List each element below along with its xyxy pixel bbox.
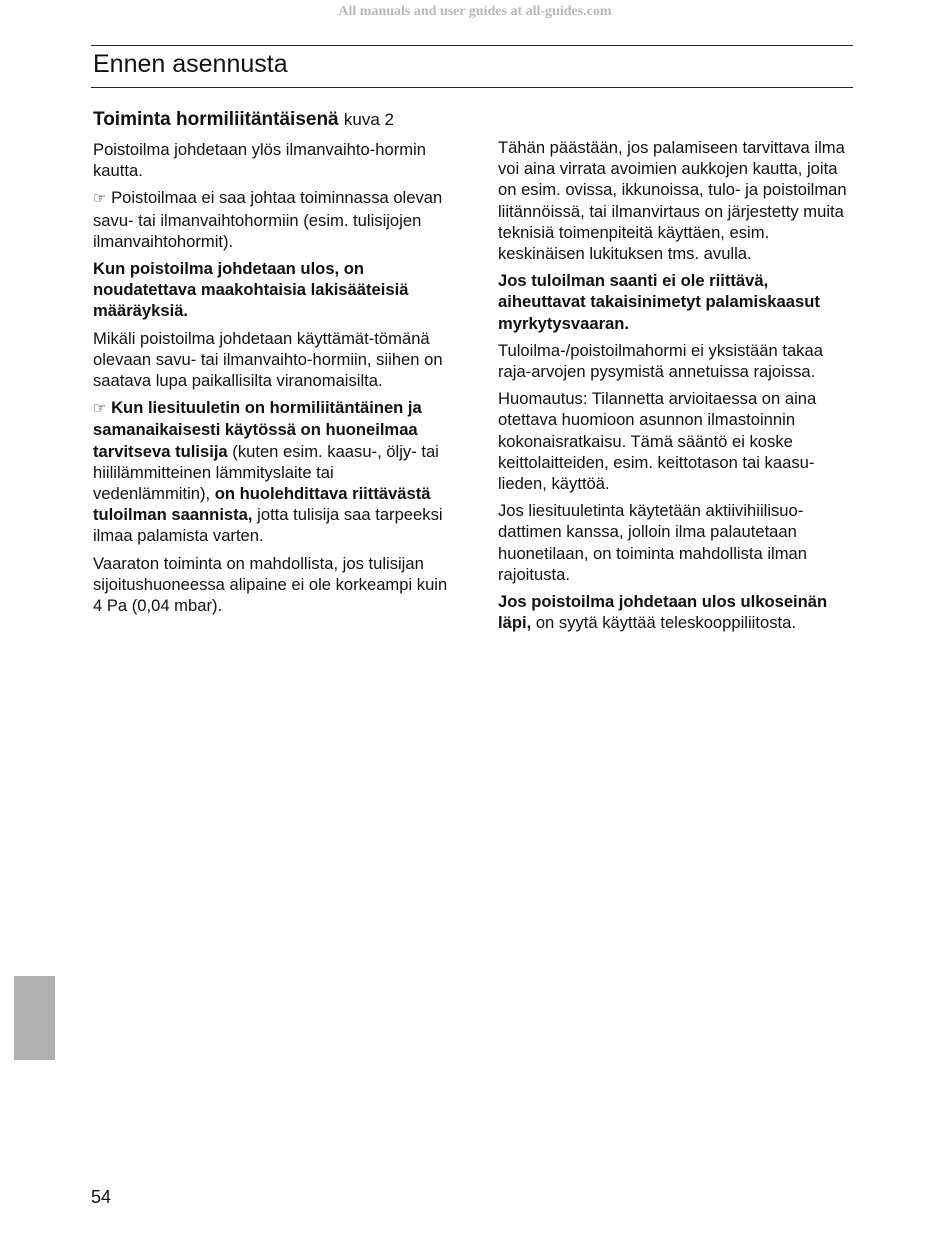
paragraph: Tuloilma-/poistoilmahormi ei yksistään takaa raja-arvojen pysymistä annetuissa rajoissa. — [498, 340, 823, 382]
note-paragraph — [93, 397, 453, 546]
pointing-hand-icon: ☞ — [93, 190, 107, 208]
note-text: (kuten esim. kaasu-, öljy- tai hiililämmitteinen lämmityslaite tai vedenlämmitin), — [93, 441, 439, 504]
note-text: jotta tulisija saa tarpeeksi ilmaa palamista varten. — [93, 505, 443, 546]
paragraph: Tähän päästään, jos palamiseen tarvittava ilma voi aina virrata avoimien aukkojen kautta, joita on esim. ovissa, ikkunoissa, tulo- ja poistoilman liitännöissä, tai ilmanvirtaus on järjestetty muita teknisiä toimenpiteitä käyttäen, esim. keskinäisen lukituksen tms. avulla. — [498, 138, 847, 264]
paragraph: Mikäli poistoilma johdetaan käyttämät-tömänä olevaan savu- tai ilmanvaihto-hormiin, siihen on saatava lupa paikallisilta viranomaisilta. — [93, 328, 443, 391]
bold-text: Jos poistoilma johdetaan ulos ulkoseinän läpi, — [498, 592, 828, 633]
header-rule-bottom — [91, 87, 853, 88]
warning-paragraph: Kun poistoilma johdetaan ulos, on noudatettava maakohtaisia lakisääteisiä määräyksiä. — [93, 259, 409, 321]
page-number: 54 — [91, 1187, 112, 1207]
note-text: Poistoilmaa ei saa johtaa toiminnassa olevan savu- tai ilmanvaihtohormiin (esim. tulisijojen ilmanvaihtohormit). — [93, 188, 443, 251]
text: on syytä käyttää teleskooppiliitosta. — [535, 613, 796, 633]
warning-paragraph: Jos tuloilman saanti ei ole riittävä, aiheuttavat takaisinimetyt palamiskaasut myrkytysvaaran. — [498, 271, 820, 333]
watermark: All manuals and user guides at all-guides.com — [338, 4, 612, 19]
figure-reference: kuva 2 — [343, 110, 395, 129]
note-bold-text: on huolehdittava riittävästä tuloilman saannista, — [93, 484, 431, 525]
section-title: Ennen asennusta — [93, 50, 288, 78]
subsection-heading-text: Toiminta hormiliitäntäisenä — [93, 109, 339, 130]
right-column — [498, 137, 858, 639]
paragraph: Jos liesituuletinta käytetään aktiivihiilisuo-dattimen kanssa, jolloin ilma palautetaan huonetilaan, on toiminta mahdollista ilman rajoitusta. — [498, 501, 808, 584]
subsection-heading — [93, 108, 453, 131]
paragraph — [498, 591, 858, 633]
pointing-hand-icon: ☞ — [93, 400, 107, 418]
paragraph: Poistoilma johdetaan ylös ilmanvaihto-hormin kautta. — [93, 140, 426, 181]
header-rule-top — [91, 45, 853, 46]
paragraph: Huomautus: Tilannetta arvioitaessa on aina otettava huomioon asunnon ilmastoinnin kokonaisratkaisu. Tämä sääntö ei koske keittolaitteiden, esim. keittotason tai kaasu-lieden, käyttöä. — [498, 389, 817, 494]
left-column — [93, 108, 453, 622]
chapter-tab-marker — [14, 976, 55, 1060]
note-bold-text: Kun liesituuletin on hormiliitäntäinen ja samanaikaisesti käytössä on huoneilmaa tarvitseva tulisija — [93, 398, 422, 461]
paragraph: Vaaraton toiminta on mahdollista, jos tulisijan sijoitushuoneessa alipaine ei ole korkeampi kuin 4 Pa (0,04 mbar). — [93, 553, 448, 616]
note-paragraph — [93, 187, 453, 252]
